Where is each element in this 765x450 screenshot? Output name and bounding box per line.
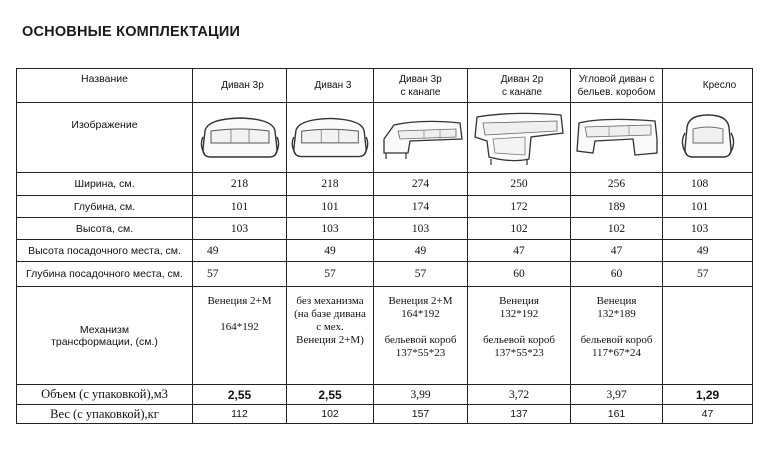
table-cell: 172	[468, 196, 571, 218]
volume-row	[17, 385, 753, 405]
armchair-icon	[663, 103, 753, 173]
table-cell: 274	[374, 173, 468, 196]
table-cell: 47	[571, 240, 663, 262]
mechanism-row	[17, 287, 753, 385]
table-cell: 57	[374, 262, 468, 287]
table-cell: 101	[663, 196, 753, 218]
table-cell: 189	[571, 196, 663, 218]
weight-cell: 47	[663, 405, 753, 424]
mechanism-cell: без механизма (на базе дивана с мех. Венеция 2+М)	[287, 287, 374, 385]
row-label: Высота, см.	[17, 218, 193, 240]
table-cell: 57	[663, 262, 753, 287]
table-cell: 174	[374, 196, 468, 218]
mechanism-cell: Венеция 2+М 164*192 бельевой короб 137*55*23	[374, 287, 468, 385]
volume-cell: 1,29	[663, 385, 753, 405]
model-header-text: Диван 2р с канапе	[500, 73, 544, 98]
table-cell: 49	[193, 240, 287, 262]
table-cell: 103	[663, 218, 753, 240]
model-header: Диван 3	[287, 69, 374, 103]
table-cell: 102	[571, 218, 663, 240]
row-label: Высота посадочного места, см.	[17, 240, 193, 262]
model-header: Диван 3р	[193, 69, 287, 103]
sofa-3-seat-icon	[287, 103, 374, 173]
table-row	[17, 218, 753, 240]
model-header	[468, 69, 571, 103]
table-cell: 49	[374, 240, 468, 262]
weight-row	[17, 405, 753, 424]
table-cell: 47	[468, 240, 571, 262]
mechanism-cell: Венеция 132*192 бельевой короб 137*55*23	[468, 287, 571, 385]
table-cell: 103	[374, 218, 468, 240]
mechanism-label: Механизм трансформации, (см.)	[17, 287, 193, 385]
table-row	[17, 173, 753, 196]
table-cell: 250	[468, 173, 571, 196]
volume-cell: 3,72	[468, 385, 571, 405]
table-cell: 49	[287, 240, 374, 262]
name-header: Название	[17, 69, 193, 103]
mechanism-cell: Венеция 2+М 164*192	[193, 287, 287, 385]
table-cell: 60	[468, 262, 571, 287]
weight-cell: 161	[571, 405, 663, 424]
table-cell: 108	[663, 173, 753, 196]
corner-sofa-chaise-icon	[374, 103, 468, 173]
table-cell: 218	[193, 173, 287, 196]
sofa-2-seat-chaise-icon	[468, 103, 571, 173]
specifications-table	[16, 68, 753, 424]
mechanism-cell	[663, 287, 753, 385]
table-cell: 60	[571, 262, 663, 287]
model-header: Кресло	[663, 69, 753, 103]
page-title: ОСНОВНЫЕ КОМПЛЕКТАЦИИ	[22, 24, 241, 40]
mechanism-cell: Венеция 132*189 бельевой короб 117*67*24	[571, 287, 663, 385]
table-cell: 57	[193, 262, 287, 287]
volume-cell: 3,97	[571, 385, 663, 405]
table-cell: 103	[193, 218, 287, 240]
table-row	[17, 240, 753, 262]
table-row	[17, 196, 753, 218]
table-cell: 256	[571, 173, 663, 196]
table-cell: 49	[663, 240, 753, 262]
model-header-text: Диван 3р с канапе	[399, 73, 442, 98]
model-header	[374, 69, 468, 103]
table-cell: 57	[287, 262, 374, 287]
volume-cell: 2,55	[287, 385, 374, 405]
sofa-3-seat-icon	[193, 103, 287, 173]
table-cell: 103	[287, 218, 374, 240]
table-cell: 102	[468, 218, 571, 240]
model-header	[571, 69, 663, 103]
image-label: Изображение	[17, 103, 193, 173]
table-cell: 101	[193, 196, 287, 218]
table-cell: 101	[287, 196, 374, 218]
corner-sofa-icon	[571, 103, 663, 173]
volume-label: Объем (с упаковкой),м3	[17, 385, 193, 405]
row-label: Ширина, см.	[17, 173, 193, 196]
header-row	[17, 69, 753, 103]
weight-label: Вес (с упаковкой),кг	[17, 405, 193, 424]
weight-cell: 157	[374, 405, 468, 424]
table-row	[17, 262, 753, 287]
model-header-text: Угловой диван с бельев. коробом	[577, 73, 656, 98]
weight-cell: 102	[287, 405, 374, 424]
weight-cell: 112	[193, 405, 287, 424]
weight-cell: 137	[468, 405, 571, 424]
image-row	[17, 103, 753, 173]
volume-cell: 3,99	[374, 385, 468, 405]
row-label: Глубина, см.	[17, 196, 193, 218]
row-label: Глубина посадочного места, см.	[17, 262, 193, 287]
table-cell: 218	[287, 173, 374, 196]
volume-cell: 2,55	[193, 385, 287, 405]
